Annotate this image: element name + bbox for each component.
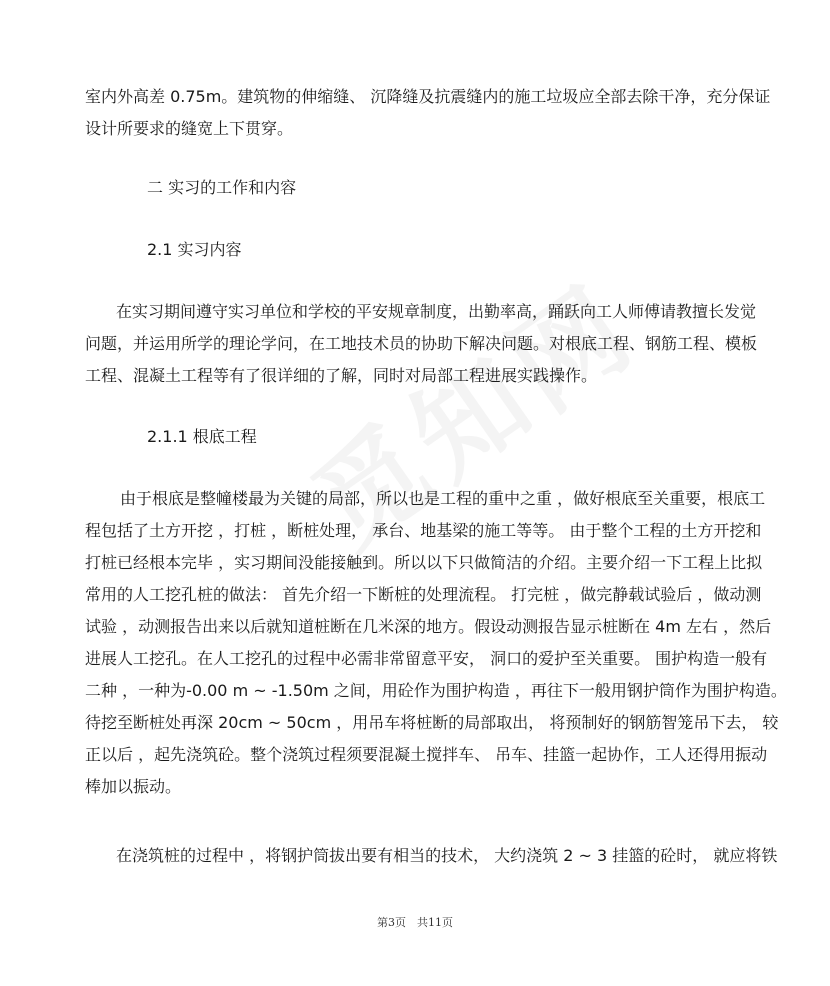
body-text-line: 进展人工挖孔。在人工挖孔的过程中必需非常留意平安， 洞口的爱护至关重要。 围护构造一般有 — [85, 649, 768, 668]
body-text-line: 二种 ，一种为-0.00 m ~ -1.50m 之间，用砼作为围护构造 ，再往下一般用钢护筒作为围护构造。 — [85, 681, 787, 700]
body-text-line: 室内外高差 0.75m。建筑物的伸缩缝、 沉降缝及抗震缝内的施工垃圾应全部去除干净，充分保证 — [85, 87, 771, 106]
body-text-line: 问题，并运用所学的理论学问，在工地技术员的协助下解决问题。对根底工程、钢筋工程、模板 — [85, 334, 758, 353]
body-text-line: 工程、混凝土工程等有了很详细的了解，同时对局部工程进展实践操作。 — [85, 366, 598, 385]
body-text-line: 在浇筑桩的过程中 ，将钢护筒拔出要有相当的技术， 大约浇筑 2 ~ 3 挂篮的砼时， 就应将铁 — [116, 846, 778, 865]
page-footer: 第3页 共11页 — [377, 916, 453, 929]
section-heading: 二 实习的工作和内容 — [147, 178, 297, 197]
body-text-line: 在实习期间遵守实习单位和学校的平安规章制度，出勤率高，踊跃向工人师傅请教擅长发觉 — [116, 302, 757, 321]
body-text-line: 程包括了土方开挖 ，打桩 ，断桩处理， 承台、地基梁的施工等等。 由于整个工程的土方开挖和 — [85, 521, 762, 540]
body-text-line: 设计所要求的缝宽上下贯穿。 — [85, 119, 294, 138]
subsubsection-heading: 2.1.1 根底工程 — [147, 427, 257, 446]
body-text-line: 正以后 ，起先浇筑砼。整个浇筑过程须要混凝土搅拌车、 吊车、挂篮一起协作，工人还得用振动 — [85, 745, 768, 764]
body-text-line: 待挖至断桩处再深 20cm ~ 50cm ，用吊车将桩断的局部取出， 将预制好的钢筋智笼吊下去， 较 — [85, 713, 779, 732]
body-text-line: 常用的人工挖孔桩的做法： 首先介绍一下断桩的处理流程。 打完桩 ，做完静载试验后 ，做动测 — [85, 585, 762, 604]
body-text-line: 打桩已经根本完毕 ，实习期间没能接触到。所以以下只做简洁的介绍。主要介绍一下工程上比拟 — [85, 553, 763, 572]
body-text-line: 试验 ，动测报告出来以后就知道桩断在几米深的地方。假设动测报告显示桩断在 4m 左右 ，然后 — [85, 617, 772, 636]
body-text-line: 棒加以振动。 — [85, 777, 182, 796]
body-text-line: 由于根底是整幢楼最为关键的局部，所以也是工程的重中之重 ，做好根底至关重要，根底工 — [120, 489, 766, 508]
subsection-heading: 2.1 实习内容 — [147, 240, 242, 259]
